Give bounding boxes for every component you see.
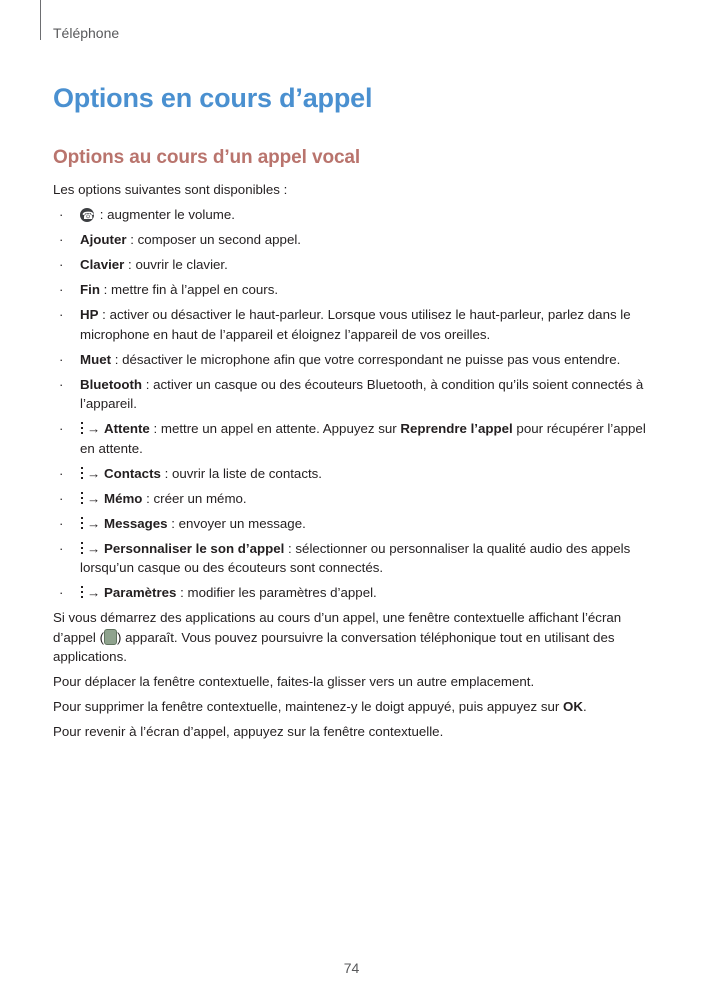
bullet: · [59,207,64,222]
arrow-glyph: → [87,490,101,506]
option-description: : ouvrir le clavier. [124,257,228,272]
arrow-glyph: → [87,465,101,481]
bullet: · [59,585,64,600]
option-description: : activer un casque ou des écouteurs Bluetooth, à condition qu’ils soient connectés à l’appareil. [80,376,644,411]
remove-text-b: . [582,699,587,714]
more-options-icon [80,467,84,480]
bullet: · [59,465,64,481]
option-item [53,305,657,344]
option-label: Muet [80,351,112,367]
option-description: : sélectionner ou personnaliser la qualité audio des appels lorsqu’un casque ou des écouteurs sont connectés. [80,540,631,575]
arrow-glyph: → [87,585,101,600]
bullet: · [59,232,64,247]
option-label: Ajouter [80,232,127,247]
more-options-icon [80,586,84,599]
options-list [53,205,657,603]
page-number: 74 [343,960,360,976]
more-options-icon [80,422,84,435]
option-item [53,583,657,603]
popup-text-b: ) apparaît. Vous pouvez poursuivre la conversation téléphonique tout en utilisant des applications. [53,629,615,664]
return-paragraph: Pour revenir à l’écran d’appel, appuyez sur la fenêtre contextuelle. [53,724,444,739]
option-label: Mémo [104,490,143,506]
option-item [53,464,657,484]
option-description: : créer un mémo. [142,490,247,506]
option-item [53,255,657,275]
option-description: : activer ou désactiver le haut-parleur. Lorsque vous utilisez le haut-parleur, parlez dans le microphone en haut de l’appareil et éloignez l’appareil de vos oreilles. [80,307,631,342]
option-item [53,539,657,578]
option-label: Messages [104,515,168,531]
option-item [53,350,657,370]
option-item [53,280,657,300]
move-paragraph: Pour déplacer la fenêtre contextuelle, faites-la glisser vers un autre emplacement. [53,674,535,689]
content [53,180,657,747]
bullet: · [59,540,64,556]
option-description: : mettre fin à l’appel en cours. [99,282,279,297]
option-item [53,375,657,414]
ok-label: OK [563,699,583,714]
bullet: · [59,351,64,367]
option-label: Bluetooth [80,376,143,392]
section-subtitle: Options au cours d’un appel vocal [53,147,361,168]
option-description: : composer un second appel. [126,232,301,247]
option-item [53,230,657,250]
bullet: · [59,515,64,531]
arrow-glyph: → [87,515,101,531]
option-description: : modifier les paramètres d’appel. [176,585,377,600]
option-label: Fin [80,282,100,297]
arrow-glyph: → [87,421,101,436]
option-label: Personnaliser le son d’appel [104,540,285,556]
option-label: HP [80,307,99,322]
option-description: : augmenter le volume. [96,207,235,222]
bullet: · [59,307,64,322]
option-label: Clavier [80,257,125,272]
option-description-continued: pour récupérer l’appel en attente. [80,421,646,456]
bullet: · [59,421,64,436]
option-label: Contacts [104,465,161,481]
more-options-icon [80,492,84,505]
option-label: Paramètres [104,585,177,600]
bullet: · [59,376,64,392]
call-popup-icon [104,629,117,645]
option-item [53,514,657,534]
option-item [53,205,657,225]
header-rule [40,0,41,40]
option-label-secondary: Reprendre l’appel [400,421,513,436]
arrow-glyph: → [87,540,101,556]
more-options-icon [80,517,84,530]
popup-text-a: Si vous démarrez des applications au cours d’un appel, une fenêtre contextuelle affichant l’écran d’appel ( [53,610,622,645]
option-item [53,489,657,509]
option-description: : envoyer un message. [167,515,306,531]
remove-paragraph [53,697,657,717]
volume-call-icon [80,208,94,222]
page-title: Options en cours d’appel [53,83,373,113]
remove-text-a: Pour supprimer la fenêtre contextuelle, maintenez-y le doigt appuyé, puis appuyez sur [53,699,564,714]
option-label: Attente [104,421,150,436]
popup-paragraph [53,608,657,667]
more-options-icon [80,542,84,555]
option-item [53,419,657,458]
section-label: Téléphone [53,25,120,41]
intro-paragraph: Les options suivantes sont disponibles : [53,182,288,197]
bullet: · [59,490,64,506]
option-description: : mettre un appel en attente. Appuyez sur [149,421,401,436]
bullet: · [59,282,64,297]
bullet: · [59,257,64,272]
option-description: : ouvrir la liste de contacts. [160,465,322,481]
option-description: : désactiver le microphone afin que votre correspondant ne puisse pas vous entendre. [111,351,621,367]
